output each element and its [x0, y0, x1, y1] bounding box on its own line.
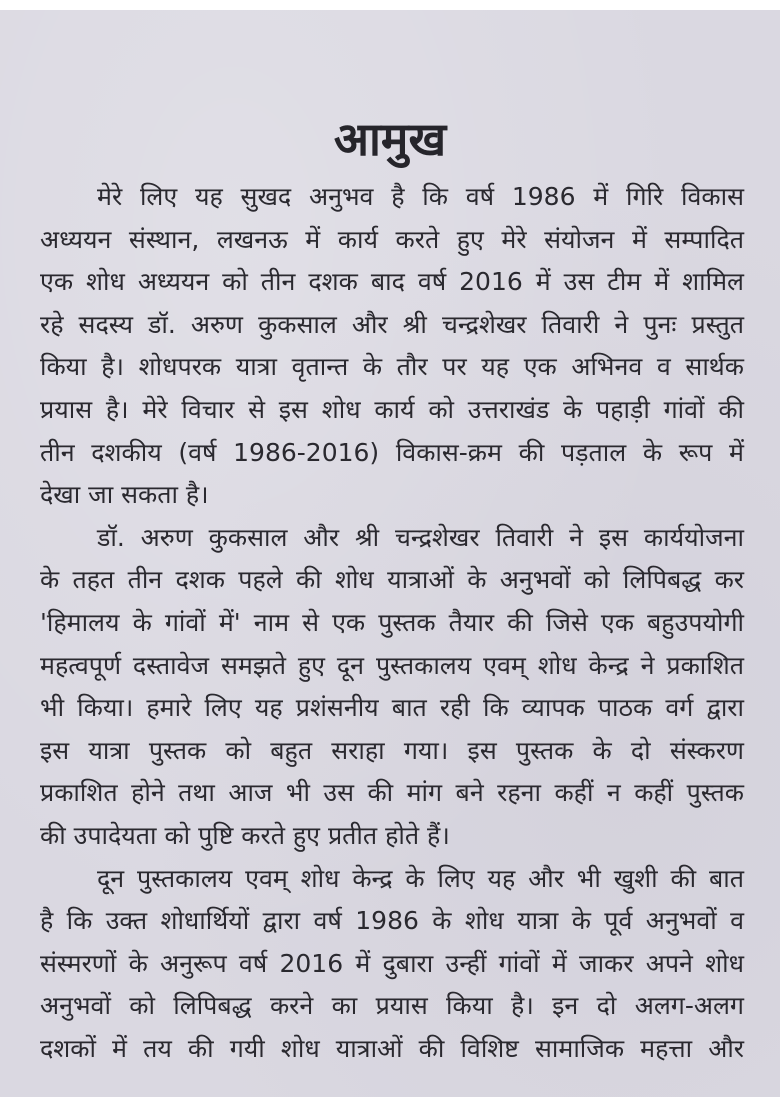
- paragraph-3: [40, 858, 744, 1071]
- text-line: अध्ययन संस्थान, लखनऊ में कार्य करते हुए मेरे संयोजन में सम्पादित: [40, 224, 744, 254]
- page-title: आमुख: [333, 111, 447, 166]
- text-line: महत्वपूर्ण दस्तावेज समझते हुए दून पुस्तकालय एवम् शोध केन्द्र ने प्रकाशित: [40, 650, 744, 680]
- body-text: [40, 176, 744, 1070]
- text-line: प्रयास है। मेरे विचार से इस शोध कार्य को उत्तराखंड के पहाड़ी गांवों की: [40, 394, 744, 424]
- text-line: डॉ. अरुण कुकसाल और श्री चन्द्रशेखर तिवारी ने इस कार्ययोजना: [97, 522, 744, 552]
- text-line: भी किया। हमारे लिए यह प्रशंसनीय बात रही कि व्यापक पाठक वर्ग द्वारा: [40, 693, 744, 723]
- book-page: [0, 10, 780, 1097]
- paragraph-1: [40, 176, 744, 517]
- text-line: 'हिमालय के गांवों में' नाम से एक पुस्तक तैयार की जिसे एक बहुउपयोगी: [40, 607, 744, 637]
- text-line: है कि उक्त शोधार्थियों द्वारा वर्ष 1986 के शोध यात्रा के पूर्व अनुभवों व: [40, 906, 744, 936]
- text-line: दून पुस्तकालय एवम् शोध केन्द्र के लिए यह और भी खुशी की बात: [97, 863, 744, 893]
- text-line: तीन दशकीय (वर्ष 1986-2016) विकास-क्रम की पड़ताल के रूप में: [40, 437, 744, 467]
- text-line: की उपादेयता को पुष्टि करते हुए प्रतीत होते हैं।: [40, 820, 450, 850]
- text-line: मेरे लिए यह सुखद अनुभव है कि वर्ष 1986 में गिरि विकास: [97, 182, 744, 211]
- text-line: प्रकाशित होने तथा आज भी उस की मांग बने रहना कहीं न कहीं पुस्तक: [40, 778, 744, 808]
- text-line: देखा जा सकता है।: [40, 480, 209, 510]
- text-line: एक शोध अध्ययन को तीन दशक बाद वर्ष 2016 में उस टीम में शामिल: [40, 267, 744, 297]
- text-line: संस्मरणों के अनुरूप वर्ष 2016 में दुबारा उन्हीं गांवों में जाकर अपने शोध: [40, 948, 744, 978]
- text-line: रहे सदस्य डॉ. अरुण कुकसाल और श्री चन्द्रशेखर तिवारी ने पुनः प्रस्तुत: [40, 309, 744, 339]
- text-line: किया है। शोधपरक यात्रा वृतान्त के तौर पर यह एक अभिनव व सार्थक: [40, 352, 744, 382]
- text-line: दशकों में तय की गयी शोध यात्राओं की विशिष्ट सामाजिक महत्ता और: [40, 1033, 744, 1063]
- text-line: के तहत तीन दशक पहले की शोध यात्राओं के अनुभवों को लिपिबद्ध कर: [40, 565, 744, 595]
- paragraph-2: [40, 517, 744, 858]
- text-line: इस यात्रा पुस्तक को बहुत सराहा गया। इस पुस्तक के दो संस्करण: [40, 735, 744, 765]
- text-line: अनुभवों को लिपिबद्ध करने का प्रयास किया है। इन दो अलग-अलग: [40, 991, 744, 1021]
